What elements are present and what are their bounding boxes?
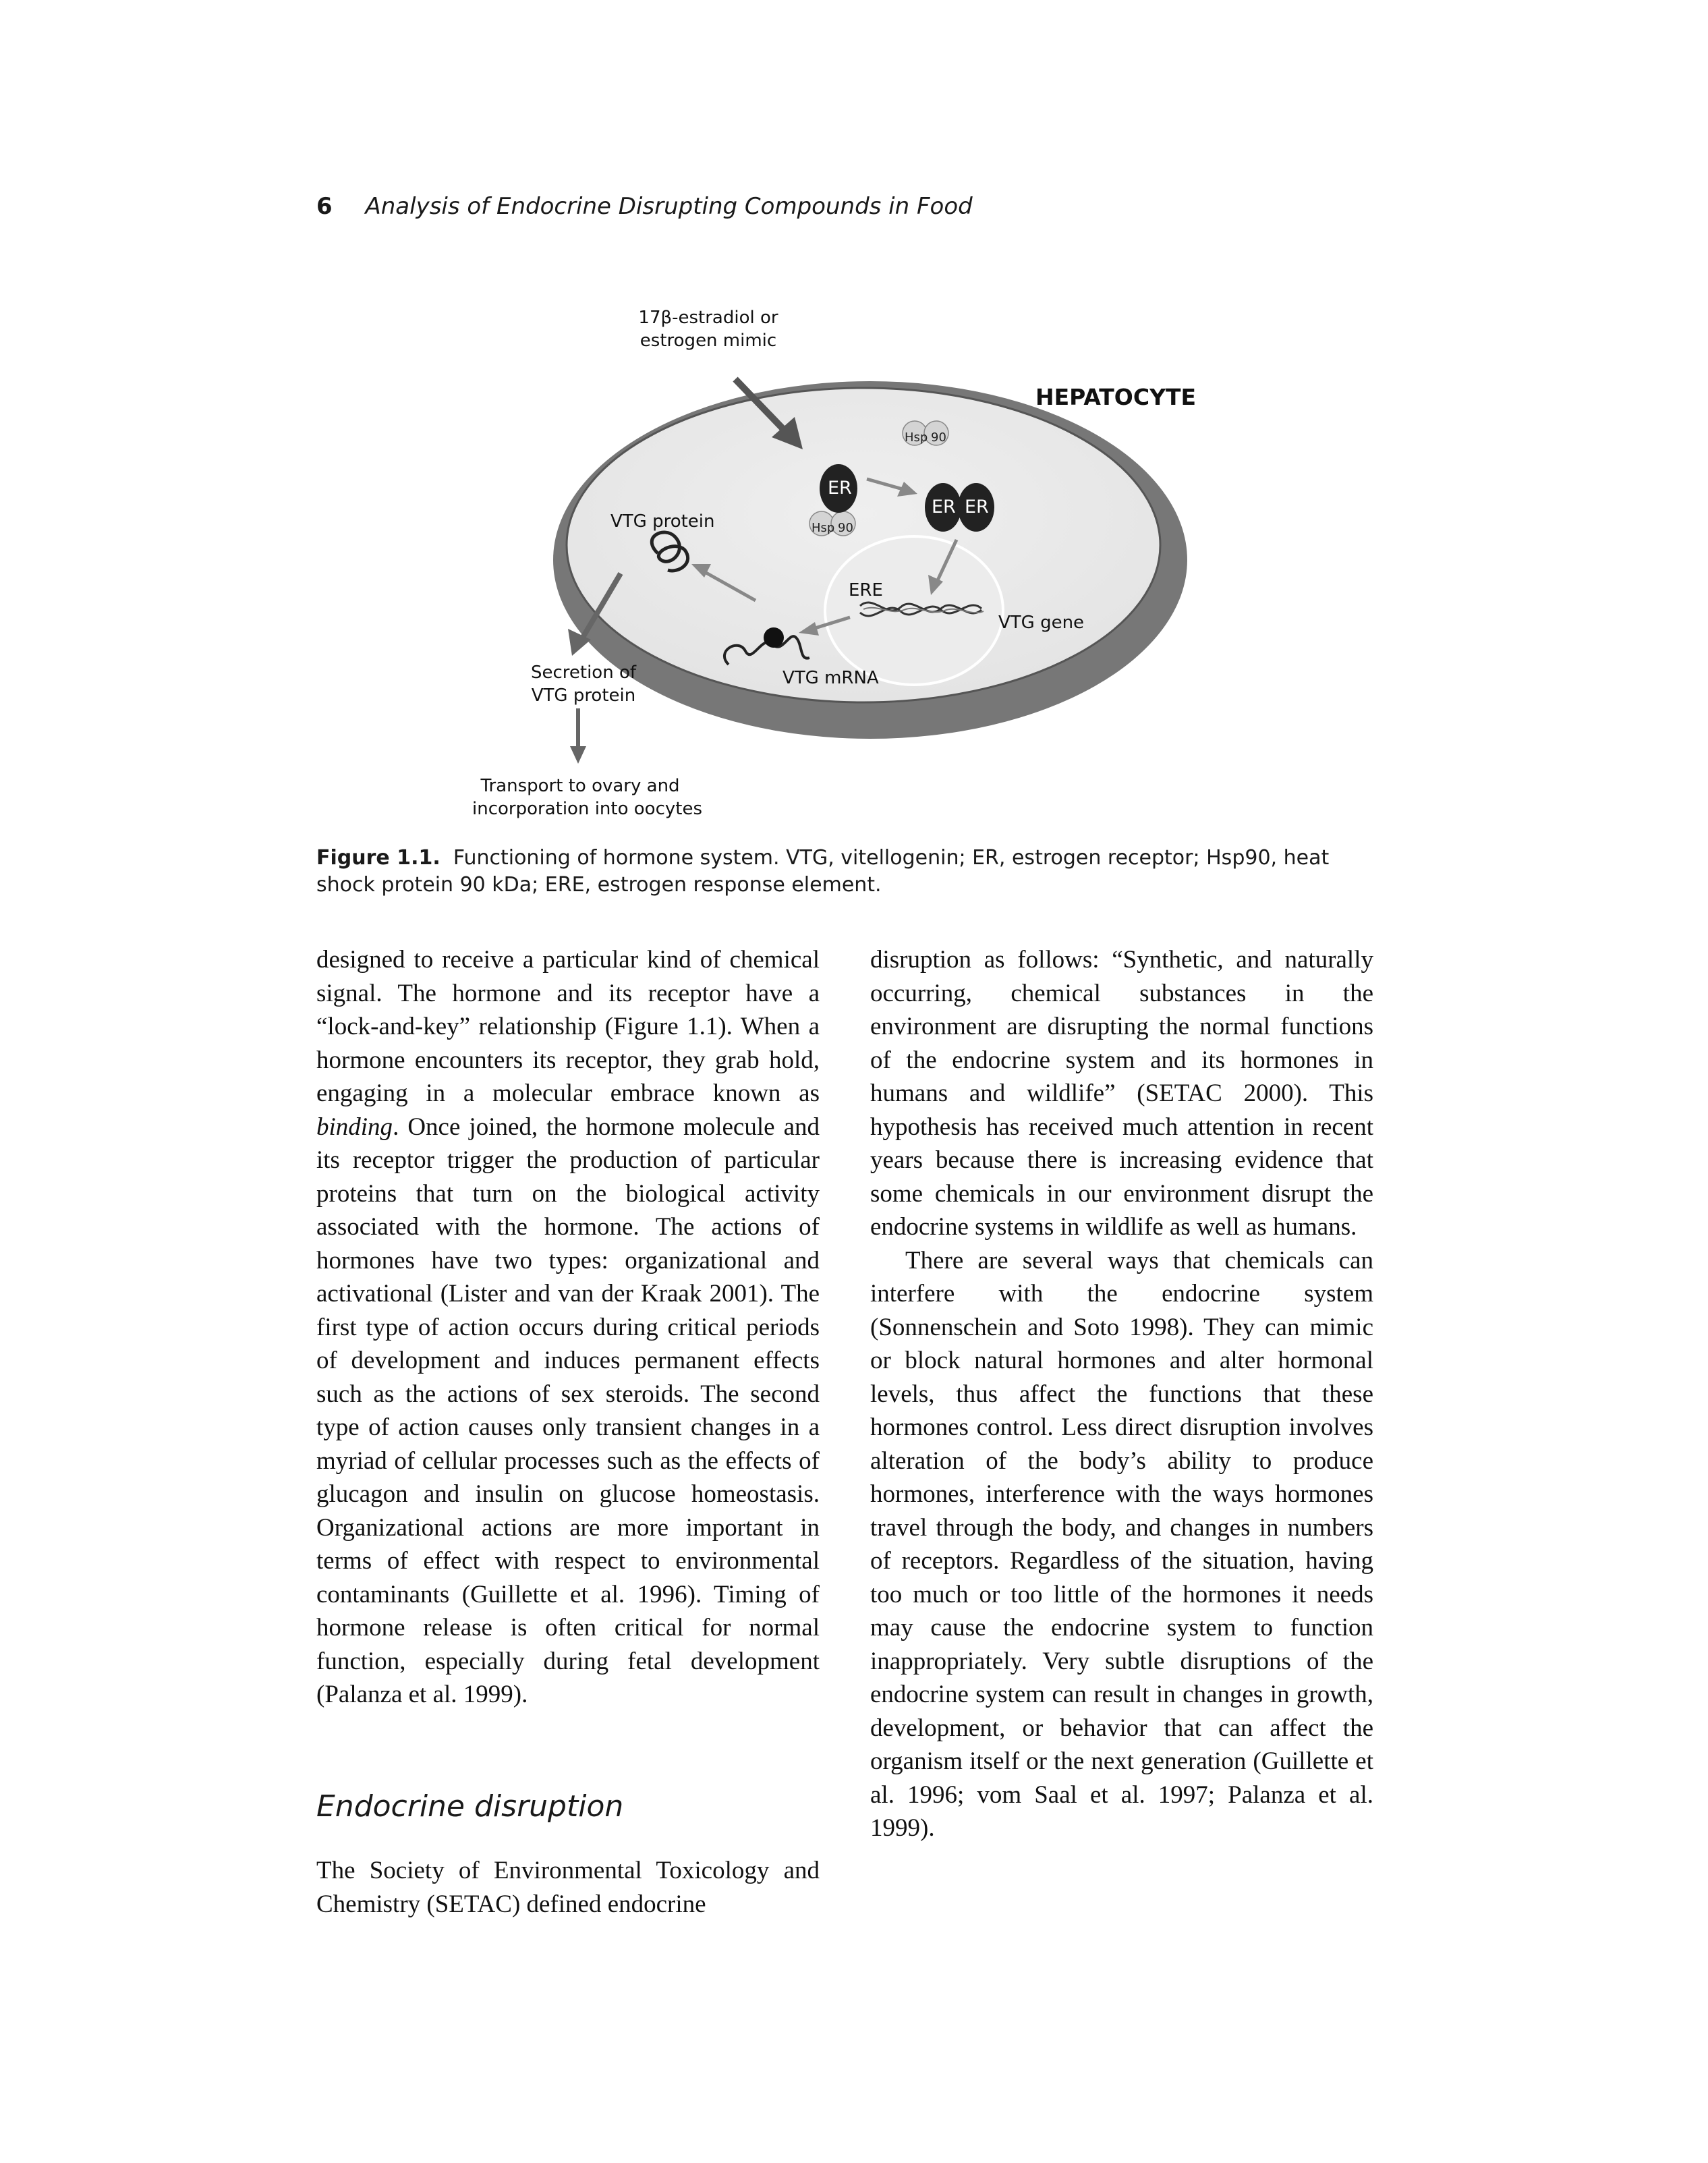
book-title: Analysis of Endocrine Disrupting Compounds in Food <box>365 193 973 220</box>
vtg-protein-label: VTG protein <box>610 511 715 532</box>
left-column <box>316 943 820 1712</box>
estradiol-label-line1: 17β-estradiol or <box>638 308 778 328</box>
hsp-left-label: Hsp <box>812 521 835 535</box>
estradiol-label-line2: estrogen mimic <box>639 331 777 351</box>
vtg-gene-label: VTG gene <box>998 613 1085 633</box>
running-head <box>316 193 973 220</box>
transport-label-line2: incorporation into oocytes <box>472 799 702 819</box>
secretion-label <box>513 661 654 707</box>
er-dimer-label-b: ER <box>965 497 989 517</box>
left-column-continued <box>316 1854 820 1921</box>
ere-label: ERE <box>849 580 883 600</box>
hepatocyte-label: HEPATOCYTE <box>1035 384 1197 410</box>
paragraph-text: designed to receive a particular kind of chemical signal. The hormone and its receptor have a “lock-and-key” relationship (Figure 1.1). When a hormone encounters its receptor, they grab hold, engaging in a molecular embrace known as <box>316 946 820 1107</box>
er-dimer-label-a: ER <box>932 497 956 517</box>
paragraph: The Society of Environmental Toxicology and Chemistry (SETAC) defined endocrine <box>316 1857 820 1918</box>
page-number: 6 <box>316 193 333 220</box>
er-monomer-label: ER <box>828 478 852 499</box>
hsp-left-90-label: 90 <box>838 521 853 535</box>
emphasis-binding: binding <box>316 1113 393 1141</box>
transport-label-line1: Transport to ovary and <box>480 776 680 796</box>
paragraph <box>316 943 820 1712</box>
section-heading: Endocrine disruption <box>316 1789 624 1824</box>
caption-text: Functioning of hormone system. VTG, vitellogenin; ER, estrogen receptor; Hsp90, heat shock protein 90 kDa; ERE, estrogen response element. <box>316 846 1330 897</box>
nucleus <box>825 536 1003 685</box>
transport-arrow <box>570 708 586 764</box>
figure-caption <box>316 845 1375 899</box>
paragraph-text: . Once joined, the hormone molecule and its receptor trigger the production of particular proteins that turn on the biological activity associated with the hormone. The actions of hormones have two types: organizational and activational (Lister and van der Kraak 2001). The first type of action occurs during critical periods of development and induces permanent effects such as the actions of sex steroids. The second type of action causes only transient changes in a myriad of cellular processes such as the effects of glucagon and insulin on glucose homeostasis. Organizational actions are more important in terms of effect with respect to environmental contaminants (Guillette et al. 1996). Timing of hormone release is often critical for normal function, especially during fetal development (Palanza et al. 1999). <box>316 1113 820 1708</box>
paragraph: disruption as follows: “Synthetic, and naturally occurring, chemical substances in the environment are disrupting the normal functions of the endocrine system and its hormones in humans and wildlife” (SETAC 2000). This hypothesis has received much attention in recent years because there is increasing evidence that some chemicals in our environment disrupt the endocrine systems in wildlife as well as humans. <box>870 946 1373 1241</box>
paragraph: There are several ways that chemicals can interfere with the endocrine system (Sonnenschein and Soto 1998). They can mimic or block natural hormones and alter hormonal levels, thus affect the functions that these hormones control. Less direct disruption involves alteration of the body’s ability to produce hormones, interference with the ways hormones travel through the body, and changes in numbers of receptors. Regardless of the situation, having too much or too little of the hormones it needs may cause the endocrine system to function inappropriately. Very subtle disruptions of the endocrine system can result in changes in growth, development, or behavior that can affect the organism itself or the next generation (Guillette et al. 1996; vom Saal et al. 1997; Palanza et al. 1999). <box>870 1246 1373 1842</box>
figure-hormone-system <box>472 297 1255 830</box>
hsp-top-90-label: 90 <box>931 430 946 445</box>
hepatocyte-diagram <box>472 297 1255 830</box>
hsp-top-label: Hsp <box>905 430 928 445</box>
caption-label: Figure 1.1. <box>316 846 440 870</box>
right-column <box>870 943 1373 1845</box>
transport-label <box>472 775 702 820</box>
secretion-label-line2: VTG protein <box>531 685 636 706</box>
estradiol-label <box>600 306 816 352</box>
vtg-mrna-label: VTG mRNA <box>782 668 879 688</box>
secretion-label-line1: Secretion of <box>530 663 637 683</box>
